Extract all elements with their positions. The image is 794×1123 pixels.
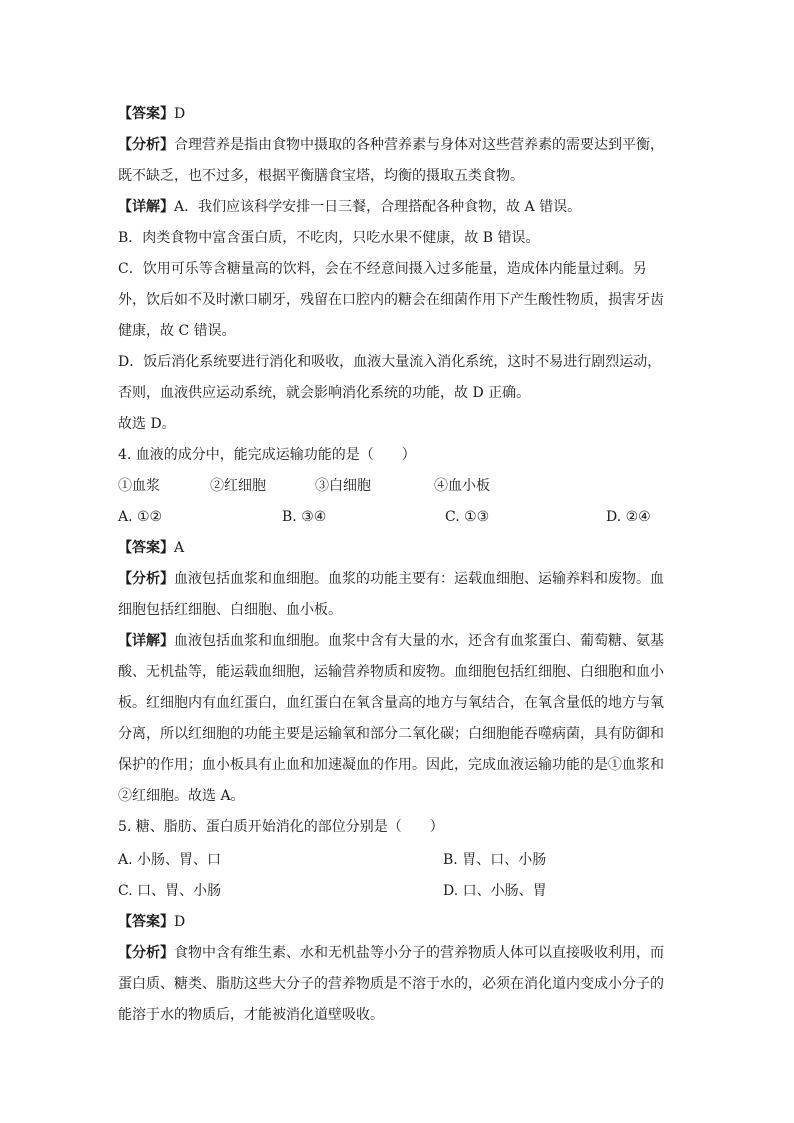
q5-option-c: C. 口、胃、小肠 <box>118 883 222 899</box>
q4-detail-line-1 <box>118 631 678 651</box>
q4-option-c: C. ①③ <box>445 509 490 525</box>
q3-detail-line-5: 健康，故 C 错误。 <box>118 323 236 339</box>
q4-analysis-line-2: 细胞包括红细胞、白细胞、血小板。 <box>118 602 342 618</box>
answer-label: 【答案】 <box>118 106 174 122</box>
q3-answer: D <box>174 106 186 122</box>
answer-label: 【答案】 <box>118 540 174 556</box>
q5-answer-line <box>118 912 678 932</box>
analysis-label: 【分析】 <box>118 571 174 587</box>
q4-detail-text-1: 血液包括血浆和血细胞。血浆中含有大量的水，还含有血浆蛋白、葡萄糖、氨基 <box>174 633 664 649</box>
q4-detail-line-6: ②红细胞。故选 A。 <box>118 788 245 804</box>
analysis-label: 【分析】 <box>118 137 174 153</box>
q4-analysis-line-1 <box>118 569 678 589</box>
q3-analysis-text-1: 合理营养是指由食物中摄取的各种营养素与身体对这些营养素的需要达到平衡， <box>174 137 664 153</box>
q4-item-1: ①血浆 <box>118 478 160 494</box>
q3-analysis-line-2: 既不缺乏，也不过多，根据平衡膳食宝塔，均衡的摄取五类食物。 <box>118 168 524 184</box>
q3-conclusion: 故选 D。 <box>118 416 176 432</box>
q4-answer-line <box>118 538 678 558</box>
q5-option-a: A. 小肠、胃、口 <box>118 852 222 868</box>
q3-detail-line-3: C．饮用可乐等含糖量高的饮料，会在不经意间摄入过多能量，造成体内能量过剩。另 <box>118 261 647 277</box>
q4-answer: A <box>174 540 185 556</box>
q4-detail-line-2: 酸、无机盐等，能运载血细胞，运输营养物质和废物。血细胞包括红细胞、白细胞和血小 <box>118 664 664 680</box>
q5-answer: D <box>174 914 186 930</box>
analysis-label: 【分析】 <box>118 945 174 961</box>
q4-item-4: ④血小板 <box>434 478 490 494</box>
q5-stem: 5. 糖、脂肪、蛋白质开始消化的部位分别是（ ） <box>118 819 444 835</box>
detail-label: 【详解】 <box>118 633 174 649</box>
q3-detail-line-1 <box>118 197 678 217</box>
q3-detail-line-7: 否则，血液供应运动系统，就会影响消化系统的功能，故 D 正确。 <box>118 385 531 401</box>
q3-analysis-line-1 <box>118 135 678 155</box>
q5-option-b: B. 胃、口、小肠 <box>443 852 547 868</box>
q4-detail-line-3: 板。红细胞内有血红蛋白，血红蛋白在氧含量高的地方与氧结合，在氧含量低的地方与氧 <box>118 695 664 711</box>
q4-item-2: ②红细胞 <box>210 478 266 494</box>
q5-analysis-line-2: 蛋白质、糖类、脂肪这些大分子的营养物质是不溶于水的，必须在消化道内变成小分子的 <box>118 976 664 992</box>
detail-label: 【详解】 <box>118 199 174 215</box>
q5-option-d: D. 口、小肠、胃 <box>443 883 547 899</box>
q4-option-d: D. ②④ <box>606 509 651 525</box>
q3-detail-text-1: A．我们应该科学安排一日三餐，合理搭配各种食物，故 A 错误。 <box>174 199 582 215</box>
q4-option-a: A. ①② <box>118 509 163 525</box>
q5-analysis-line-3: 能溶于水的物质后，才能被消化道壁吸收。 <box>118 1007 384 1023</box>
q5-analysis-text-1: 食物中含有维生素、水和无机盐等小分子的营养物质人体可以直接吸收利用，而 <box>174 945 664 961</box>
q3-detail-line-6: D．饭后消化系统要进行消化和吸收，血液大量流入消化系统，这时不易进行剧烈运动， <box>118 354 662 370</box>
q3-detail-line-4: 外，饮后如不及时漱口刷牙，残留在口腔内的糖会在细菌作用下产生酸性物质，损害牙齿 <box>118 292 664 308</box>
answer-label: 【答案】 <box>118 914 174 930</box>
q3-answer-line <box>118 104 678 124</box>
q4-option-b: B. ③④ <box>282 509 327 525</box>
q3-detail-line-2: B．肉类食物中富含蛋白质，不吃肉，只吃水果不健康，故 B 错误。 <box>118 230 540 246</box>
q4-analysis-text-1: 血液包括血浆和血细胞。血浆的功能主要有：运载血细胞、运输养料和废物。血 <box>174 571 664 587</box>
q4-item-3: ③白细胞 <box>315 478 371 494</box>
q4-stem: 4. 血液的成分中，能完成运输功能的是（ ） <box>118 447 416 463</box>
q4-detail-line-4: 分离，所以红细胞的功能主要是运输氧和部分二氧化碳；白细胞能吞噬病菌，具有防御和 <box>118 726 664 742</box>
q4-detail-line-5: 保护的作用；血小板具有止血和加速凝血的作用。因此，完成血液运输功能的是①血浆和 <box>118 757 664 773</box>
q5-analysis-line-1 <box>118 943 678 963</box>
